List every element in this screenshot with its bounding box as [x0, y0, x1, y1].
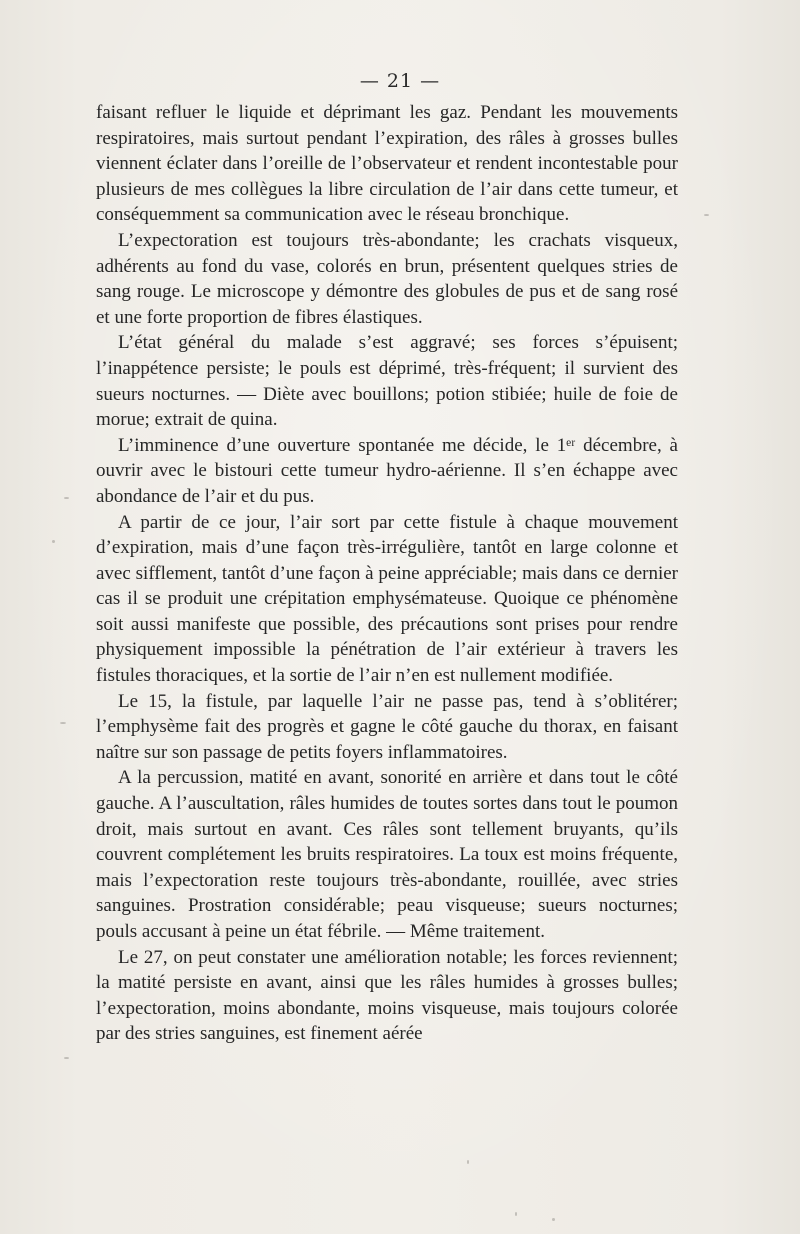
paragraph-3: L’état général du malade s’est aggravé; ses forces s’épuisent; l’inappétence persiste; le pouls est déprimé, très-fréquent; il survient des sueurs nocturnes. — Diète avec bouillons; potion stibiée; huile de foie de morue; extrait de quina.	[96, 332, 678, 431]
paper-speck	[64, 1057, 69, 1059]
paper-speck	[515, 1212, 517, 1216]
paragraph-4: L’imminence d’une ouverture spontanée me décide, le 1ᵉʳ décembre, à ouvrir avec le bistouri cette tumeur hydro-aérienne. Il s’en échappe avec abondance de l’air et du pus.	[96, 434, 678, 507]
paper-speck	[704, 214, 709, 216]
paragraph-2: L’expectoration est toujours très-abondante; les crachats visqueux, adhérents au fond du vase, colorés en brun, présentent quelques stries de sang rouge. Le microscope y démontre des globules de pus et de sang rosé et une forte proportion de fibres élastiques.	[96, 229, 678, 328]
paragraph-5: A partir de ce jour, l’air sort par cette fistule à chaque mouvement d’expiration, mais d’une façon très-irrégulière, tantôt en large colonne et avec sifflement, tantôt d’une façon à peine appréciable; mais dans ce dernier cas il se produit une crépitation emphysémateuse. Quoique ce phénomène soit aussi manifeste que possible, des précautions sont prises pour rendre physiquement impossible la pénétration de l’air extérieur à travers les fistules thoraciques, et la sortie de l’air n’en est nullement modifiée.	[96, 511, 678, 687]
paper-speck	[60, 722, 66, 724]
paper-speck	[552, 1218, 555, 1221]
paper-speck	[467, 1160, 469, 1164]
paragraph-6: Le 15, la fistule, par laquelle l’air ne passe pas, tend à s’oblitérer; l’emphysème fait des progrès et gagne le côté gauche du thorax, en faisant naître sur son passage de petits foyers inflammatoires.	[96, 690, 678, 763]
body-text	[96, 100, 678, 1047]
page-number: — 21 —	[359, 70, 441, 92]
paper-speck	[64, 497, 69, 499]
paper-speck	[52, 540, 55, 543]
paragraph-1: faisant refluer le liquide et déprimant les gaz. Pendant les mouvements respiratoires, mais surtout pendant l’expiration, des râles à grosses bulles viennent éclater dans l’oreille de l’observateur et rendent incontestable pour plusieurs de mes collègues la libre circulation de l’air dans cette tumeur, et conséquemment sa communication avec le réseau bronchique.	[96, 102, 678, 226]
paragraph-7: A la percussion, matité en avant, sonorité en arrière et dans tout le côté gauche. A l’auscultation, râles humides de toutes sortes dans tout le poumon droit, mais surtout en avant. Ces râles sont tellement bruyants, qu’ils couvrent complétement les bruits respiratoires. La toux est moins fréquente, mais l’expectoration reste toujours très-abondante, rouillée, avec stries sanguines. Prostration considérable; peau visqueuse; sueurs nocturnes; pouls accusant à peine un état fébrile. — Même traitement.	[96, 767, 678, 942]
paragraph-8: Le 27, on peut constater une amélioration notable; les forces reviennent; la matité persiste en avant, ainsi que les râles humides à grosses bulles; l’expectoration, moins abondante, moins visqueuse, mais toujours colorée par des stries sanguines, est finement aérée	[96, 946, 678, 1045]
